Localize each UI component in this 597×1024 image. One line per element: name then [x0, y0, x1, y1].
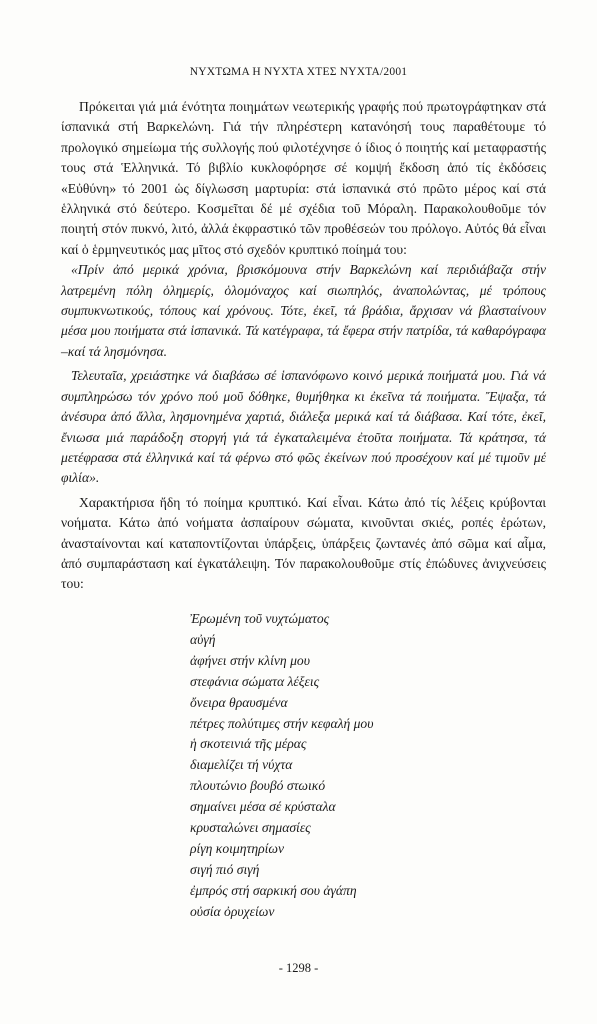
- poem-excerpt: [190, 609, 530, 923]
- poem-line: ἀφήνει στήν κλίνη μου: [190, 652, 310, 668]
- poem-line: πλουτώνιο βουβό στωικό: [190, 778, 326, 794]
- poem-line: ἡ σκοτεινιά τῆς μέρας: [190, 736, 307, 752]
- poem-line: ὄνειρα θραυσμένα: [190, 694, 288, 710]
- poem-line: σιγή πιό σιγή: [190, 861, 260, 877]
- poem-line: οὐσία ὀρυχείων: [190, 903, 275, 919]
- poem-line: πέτρες πολύτιμες στήν κεφαλή μου: [190, 715, 374, 731]
- prologue-quote-1: «Πρίν ἀπό μερικά χρόνια, βρισκόμουνα στήν Βαρκελώνη καί περιδιάβαζα στήν λατρεμένη πόλη ὁλημερίς, ὁλομόναχος καί σιωπηλός, ἀναπολώντας, μέ τρόπους συμπυκνωτικούς, τόπους καί χρόνους. Τότε, ἐκεῖ, τά βράδια, ἄρχισαν νά βλασταίνουν μέσα μου ποιήματα στά ἱσπανικά. Τά κατέγραφα, τά ἔφερα στήν πατρίδα, τά καθαρόγραφα –καί τά λησμόνησα.: [61, 262, 546, 359]
- poem-line: ρίγη κοιμητηρίων: [190, 840, 285, 856]
- prologue-quote-2: Τελευταῖα, χρειάστηκε νά διαβάσω σέ ἱσπανόφωνο κοινό μερικά ποιήματά μου. Γιά νά συμπληρώσω τόν χρόνο πού μοῦ δόθηκε, θυμήθηκα κι ἐκεῖνα τά ποιήματα. Ἔψαξα, τά ἀνέσυρα ἀπό ἄλλα, λησμονημένα χαρτιά, διάλεξα μερικά καί τά διάβασα. Καί τότε, ἐκεῖ, ἔνιωσα μιά παράδοξη στοργή γιά τά ἐγκαταλειμένα ἐτοῦτα ποιήματα. Τά κράτησα, τά μετέφρασα στά ἑλληνικά καί τά φέρνω στό φῶς ἐκείνων πού προσέχουν καί μέ τιμοῦν μέ φιλία».: [61, 368, 546, 486]
- poem-line: σημαίνει μέσα σέ κρύσταλα: [190, 799, 336, 815]
- poem-line: Ἐρωμένη τοῦ νυχτώματος: [190, 611, 330, 626]
- poem-line: διαμελίζει τή νύχτα: [190, 757, 293, 773]
- body-text: [61, 97, 546, 595]
- poem-line: αὐγή: [190, 631, 216, 647]
- running-title: ΝΥΧΤΩΜΑ Η ΝΥΧΤΑ ΧΤΕΣ ΝΥΧΤΑ/2001: [189, 66, 408, 78]
- commentary-paragraph: Χαρακτήρισα ἤδη τό ποίημα κρυπτικό. Καί εἶναι. Κάτω ἀπό τίς λέξεις κρύβονται νοήματα. Κάτω ἀπό νοήματα ἀσπαίρουν σώματα, κινοῦνται σκιές, ροπές ἐρώτων, ἀνασταίνονται καί καταποντίζονται ὑπάρξεις, ὑπάρξεις ζωντανές ἀπό σῶμα καί αἷμα, ἀπό συμπαράσταση καί ἐγκατάλειψη. Τόν παρακολουθοῦμε στίς ἐπώδυνες ἀνιχνεύσεις του:: [61, 494, 546, 592]
- poem-line: στεφάνια σώματα λέξεις: [190, 673, 320, 689]
- poem-line: ἐμπρός στή σαρκική σου ἀγάπη: [190, 882, 357, 898]
- intro-paragraph: Πρόκειται γιά μιά ένότητα ποιημάτων νεωτερικής γραφής πού πρωτογράφτηκαν στά ίσπανικά στή Βαρκελώνη. Γιά τήν πληρέστερη κατανόησή τους παραθέτουμε τό προλογικό σημείωμα τής συλλογής πού φιλοτέχνησε ό ίδιος ό ποιητής καί μεταφραστής τους στά Ἑλληνικά. Τό βιβλίο κυκλοφόρησε σέ κομψή ἔκδοση ἀπό τίς ἐκδόσεις «Εὐθύνη» τό 2001 ὡς δίγλωσση μαρτυρία: στά ἱσπανικά στό πρῶτο μέρος καί στά ἑλληνικά στό δεύτερο. Κοσμεῖται δέ μέ σχέδια τοῦ Μόραλη. Παρακολουθοῦμε τόν ποιητή στόν πυκνό, λιτό, ἀλλά ἐκφραστικό τῶν προθέσεών του πρόλογο. Αὐτός θά εἶναι καί ὁ ἑρμηνευτικός μας μῖτος στό σχεδόν κρυπτικό ποίημά του:: [61, 99, 546, 257]
- poem-line: κρυσταλώνει σημασίες: [190, 820, 311, 836]
- page-number: - 1298 -: [278, 961, 319, 975]
